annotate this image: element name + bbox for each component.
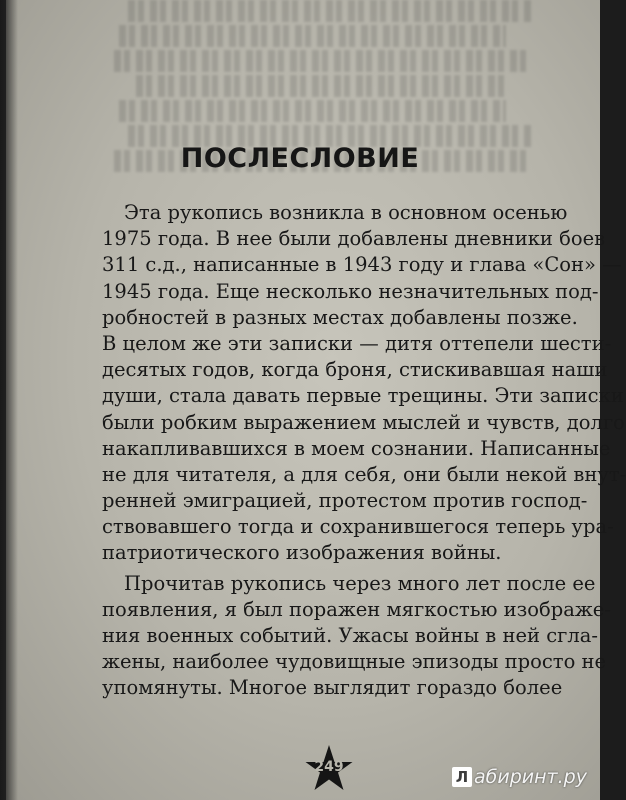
watermark-text: абиринт.ру (474, 766, 587, 788)
paragraph-1 (102, 200, 626, 567)
text-line: накапливавшихся в моем сознании. Написанные (102, 436, 611, 460)
text-line: ренней эмиграцией, протестом против господ- (102, 489, 588, 513)
text-line: патриотического изображения войны. (102, 541, 502, 565)
text-line: жены, наиболее чудовищные эпизоды просто не (102, 650, 607, 674)
text-line: не для читателя, а для себя, они были некой внут- (102, 462, 626, 486)
text-line: 311 с.д., написанные в 1943 году и глава «Сон» — (102, 253, 622, 277)
text-line: появления, я был поражен мягкостью изображе- (102, 597, 611, 621)
text-line: 1945 года. Еще несколько незначительных под- (102, 279, 599, 303)
text-line: души, стала давать первые трещины. Эти записки (102, 384, 624, 408)
text-line: были робким выражением мыслей и чувств, долго (102, 410, 625, 434)
labirint-watermark (452, 764, 600, 790)
text-line: ствовавшего тогда и сохранившегося теперь ура- (102, 515, 614, 539)
page-number: 249 (314, 759, 344, 775)
text-line: 1975 года. В нее были добавлены дневники боев (102, 227, 606, 251)
text-line: В целом же эти записки — дитя оттепели шести- (102, 331, 612, 355)
text-line: Эта рукопись возникла в основном осенью (124, 201, 568, 224)
paragraph-2 (102, 571, 611, 702)
text-line: ния военных событий. Ужасы войны в ней сгла- (102, 624, 598, 647)
text-line: робностей в разных местах добавлены позже. (102, 305, 578, 329)
text-line: Прочитав рукопись через много лет после ее (124, 571, 596, 595)
body-text (102, 200, 626, 702)
labirint-logo-icon: Л (452, 767, 472, 787)
chapter-heading: ПОСЛЕСЛОВИЕ (180, 143, 420, 174)
text-line: упомянуты. Многое выглядит гораздо более (102, 676, 563, 700)
page-edge-shadow (0, 0, 18, 800)
text-line: десятых годов, когда броня, стискивавшая наши (102, 358, 608, 382)
